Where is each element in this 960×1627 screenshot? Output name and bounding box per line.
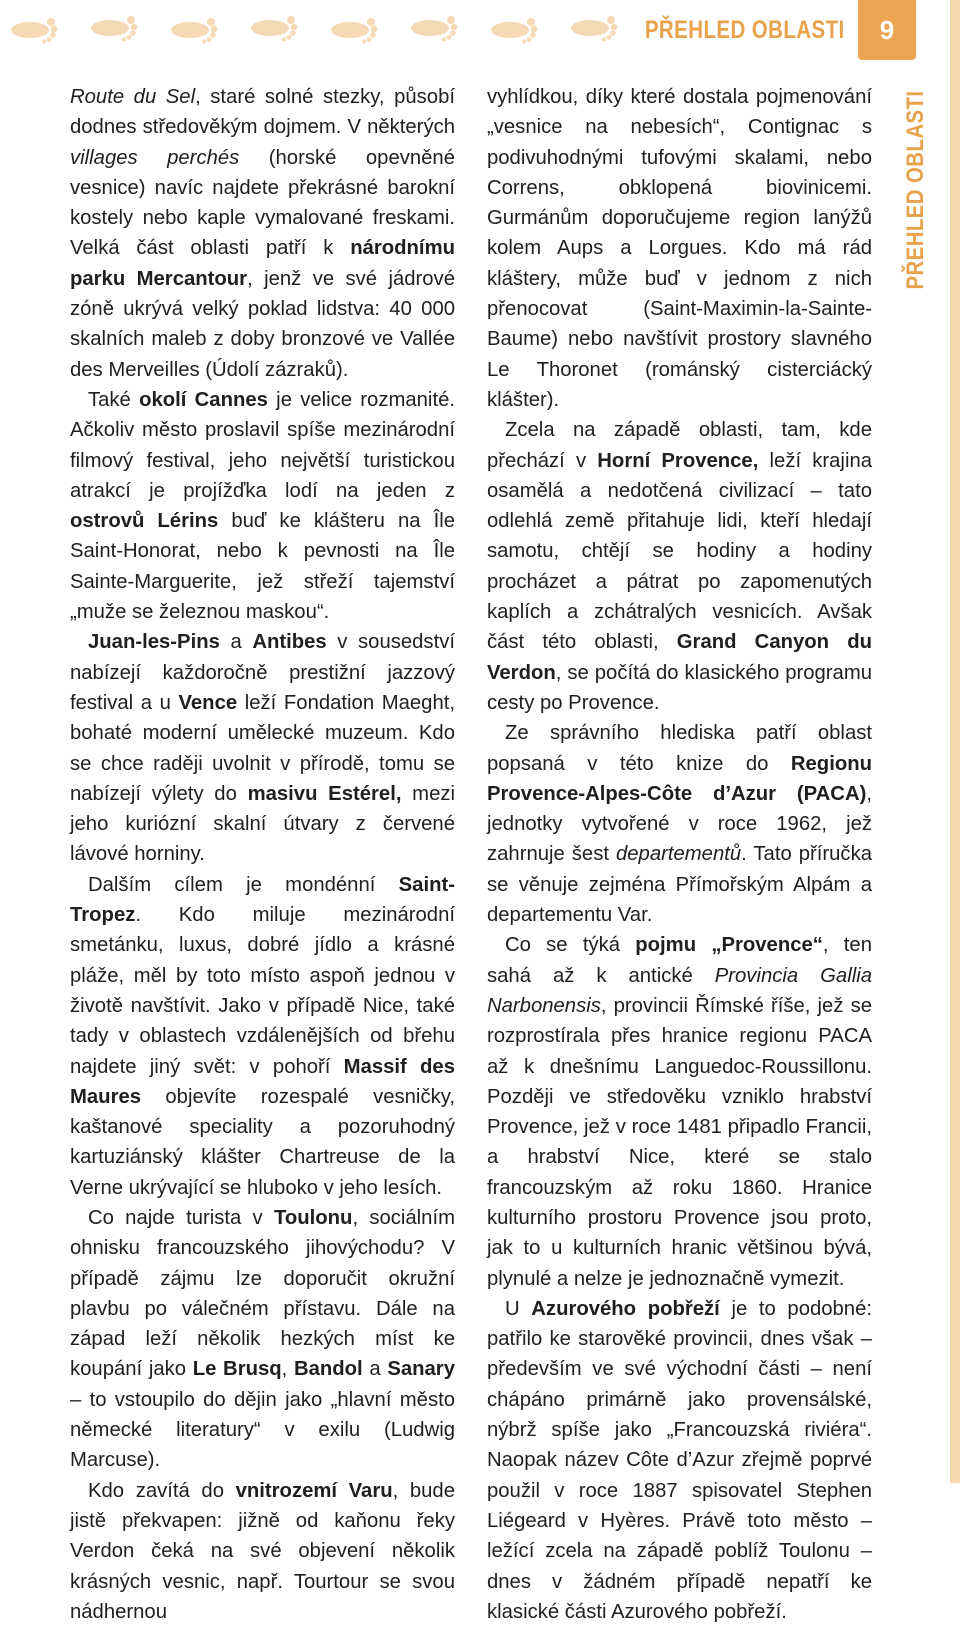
bold-term: Massif des Maures (70, 1055, 455, 1108)
italic-term: villages perchés (70, 146, 240, 169)
paragraph (487, 415, 872, 718)
bold-term: Saint-Tropez (70, 873, 455, 927)
text-column-left (70, 82, 455, 1627)
text-run: , jenž ve své jádrové zóně ukrývá velký poklad lidstva: 40 000 skalních maleb z doby bronzové ve Vallée des Merveilles (Údolí zázraků). (70, 267, 455, 381)
bold-term: národnímu parku Mercantour (70, 237, 455, 290)
text-run: , (281, 1358, 294, 1381)
text-run: Dalším cílem je mondénní (88, 873, 399, 896)
bold-term: vnitrozemí Varu (235, 1479, 393, 1502)
text-run: , jednotky vytvořené v roce 1962, jež zahrnuje šest (487, 782, 872, 866)
paragraph (487, 82, 872, 415)
text-run: (horské opevněné vesnice) navíc najdete překrásné barokní kostely nebo kaple vymalované freskami. Velká část oblasti patří k (70, 146, 455, 260)
bold-term: Toulonu (273, 1206, 353, 1229)
bold-term: Horní Provence, (597, 449, 759, 472)
bold-term: Vence (178, 691, 238, 714)
text-run: , ten sahá až k antické (487, 934, 872, 987)
text-run: je velice rozmanité. Ačkoliv město proslavil spíše mezinárodní filmový festival, jeho největší turistickou atrakcí je projížďka lodí na jeden z (70, 388, 455, 502)
text-run: U (505, 1297, 532, 1320)
paragraph (487, 1294, 872, 1627)
paragraph (487, 718, 872, 930)
italic-term: departementů (615, 843, 742, 866)
text-run: , bude jistě překvapen: jižně od kaňonu řeky Verdon čeká na své objevení několik krásných vesnic, např. Tourtour se svou nádhernou (70, 1479, 455, 1623)
text-run: Ze správního hlediska patří oblast popsaná v této knize do (487, 722, 872, 775)
side-strip (950, 0, 960, 1483)
text-run: Kdo zavítá do (88, 1479, 236, 1502)
paragraph (70, 1203, 455, 1476)
text-run: , provincii Římské říše, jež se rozprostírala přes hranice regionu PACA až k dnešnímu Languedoc-Roussillonu. Později ve středověku vzniklo hrabství Provence, jež v roce 1481 připadlo Francii, a hrabství Nice, které se stalo francouzským až roku 1860. Hranice kulturního prostoru Provence jsou proto, jak to u kulturních hranic většinou bývá, plynulé a nelze je jednoznačně vymezit. (487, 994, 872, 1290)
text-run: Co najde turista v (88, 1206, 274, 1229)
text-run: , staré solné stezky, působí dodnes středověkým dojmem. V některých (70, 86, 455, 139)
paragraph (70, 627, 455, 869)
page-number: 9 (879, 15, 895, 45)
paragraph (70, 385, 455, 627)
bold-term: masivu Estérel, (247, 782, 402, 805)
text-run: buď ke klášteru na Île Saint-Honorat, nebo k pevnosti na Île Sainte-Marguerite, jež střeží tajemství „muže se železnou maskou“. (70, 510, 455, 624)
text-run: leží Fondation Maeght, bohaté moderní umělecké muzeum. Kdo se chce raději uvolnit v přírodě, tomu se nabízejí výlety do (70, 691, 455, 805)
bold-term: Le Brusq (192, 1358, 282, 1381)
text-run: a (219, 631, 253, 654)
text-run: Zcela na západě oblasti, tam, kde přechází v (487, 419, 872, 472)
italic-term: Provincia Gallia Narbonensis (487, 964, 872, 1017)
italic-term: Route du Sel (70, 86, 196, 108)
side-section-label (898, 90, 934, 290)
text-run: mezi jeho kuriózní skalní útvary z červené lávové horniny. (70, 782, 455, 866)
bold-term: pojmu „Provence“ (635, 934, 823, 957)
text-run: . Kdo miluje mezinárodní smetánku, luxus, dobré jídlo a krásné pláže, měl by toto místo aspoň jednou v životě navštívit. Jako v případě Nice, také tady v oblastech vzdálenějších od břehu najdete jiný svět: v pohoří (70, 904, 455, 1078)
paragraph (70, 1476, 455, 1627)
paragraph (70, 870, 455, 1203)
text-run: v sousedství nabízejí každoročně prestižní jazzový festival a u (70, 631, 455, 714)
text-run: leží krajina osamělá a nedotčená civilizací – tato odlehlá země přitahuje lidi, kteří hledají samotu, chtějí se hodiny a hodiny procházet a pátrat po zapomenutých kaplích a zchátralých vesnicích. Avšak část této oblasti, (487, 449, 873, 654)
side-section-label-text: PŘEHLED OBLASTI (902, 90, 929, 290)
bold-term: Azurového pobřeží (531, 1297, 720, 1320)
text-run: je to podobné: patřilo ke starověké provincii, dnes však – především ve své východní části – není chápáno primárně jako provensálské, nýbrž spíše jako „Francouzská riviéra“. Naopak název Côte d’Azur zřejmě poprvé použil v roce 1887 spisovatel Stephen Liégeard v Hyères. Právě toto město – ležící zcela na západě poblíž Toulonu – dnes v žádném případě nepatří ke klasické části Azurového pobřeží. (487, 1297, 873, 1623)
bold-term: Grand Canyon du Verdon (487, 631, 872, 684)
text-run: Co se týká (505, 934, 636, 957)
text-run: , se počítá do klasického programu cesty po Provence. (487, 661, 872, 714)
footprints-icon (4, 10, 644, 44)
text-run: , sociálním ohnisku francouzského jihovýchodu? V případě zájmu lze doporučit okružní plavbu po válečném přístavu. Dále na západ leží několik hezkých míst ke koupání jako (70, 1206, 455, 1381)
page-header (0, 0, 960, 62)
text-run: Také (88, 388, 140, 411)
paragraph (487, 930, 872, 1294)
text-run: – to vstoupilo do dějin jako „hlavní město německé literatury“ v exilu (Ludwig Marcuse). (70, 1388, 455, 1472)
text-run: objevíte rozespalé vesničky, kaštanové speciality a pozoruhodný kartuziánský klášter Chartreuse de la Verne ukrývající se hluboko v jeho lesích. (70, 1085, 455, 1199)
text-column-right (487, 82, 872, 1627)
bold-term: ostrovů Lérins (70, 510, 219, 533)
bold-term: okolí Cannes (139, 388, 268, 411)
bold-term: Juan-les-Pins (88, 631, 220, 654)
section-title: PŘEHLED OBLASTI (645, 16, 845, 44)
bold-term: Antibes (252, 631, 327, 654)
bold-term: Sanary (387, 1358, 455, 1381)
page-number-tab (858, 0, 916, 60)
paragraph (70, 82, 455, 385)
text-run: a (362, 1358, 388, 1381)
bold-term: Bandol (293, 1358, 363, 1381)
bold-term: Regionu Provence-Alpes-Côte d’Azur (PACA) (487, 752, 872, 805)
text-run: . Tato příručka se věnuje zejména Přímořským Alpám a departementu Var. (487, 843, 872, 927)
text-run: vyhlídkou, díky které dostala pojmenování „vesnice na nebesích“, Contignac s podivuhodnými tufovými skalami, nebo Correns, obklopená biovinicemi. Gurmánům doporučujeme region lanýžů kolem Aups a Lorgues. Kdo má rád kláštery, může buď v jednom z nich přenocovat (Saint-Maximin-la-Sainte-Baume) nebo navštívit prostory slavného Le Thoronet (románský cisterciácký klášter). (487, 86, 872, 411)
